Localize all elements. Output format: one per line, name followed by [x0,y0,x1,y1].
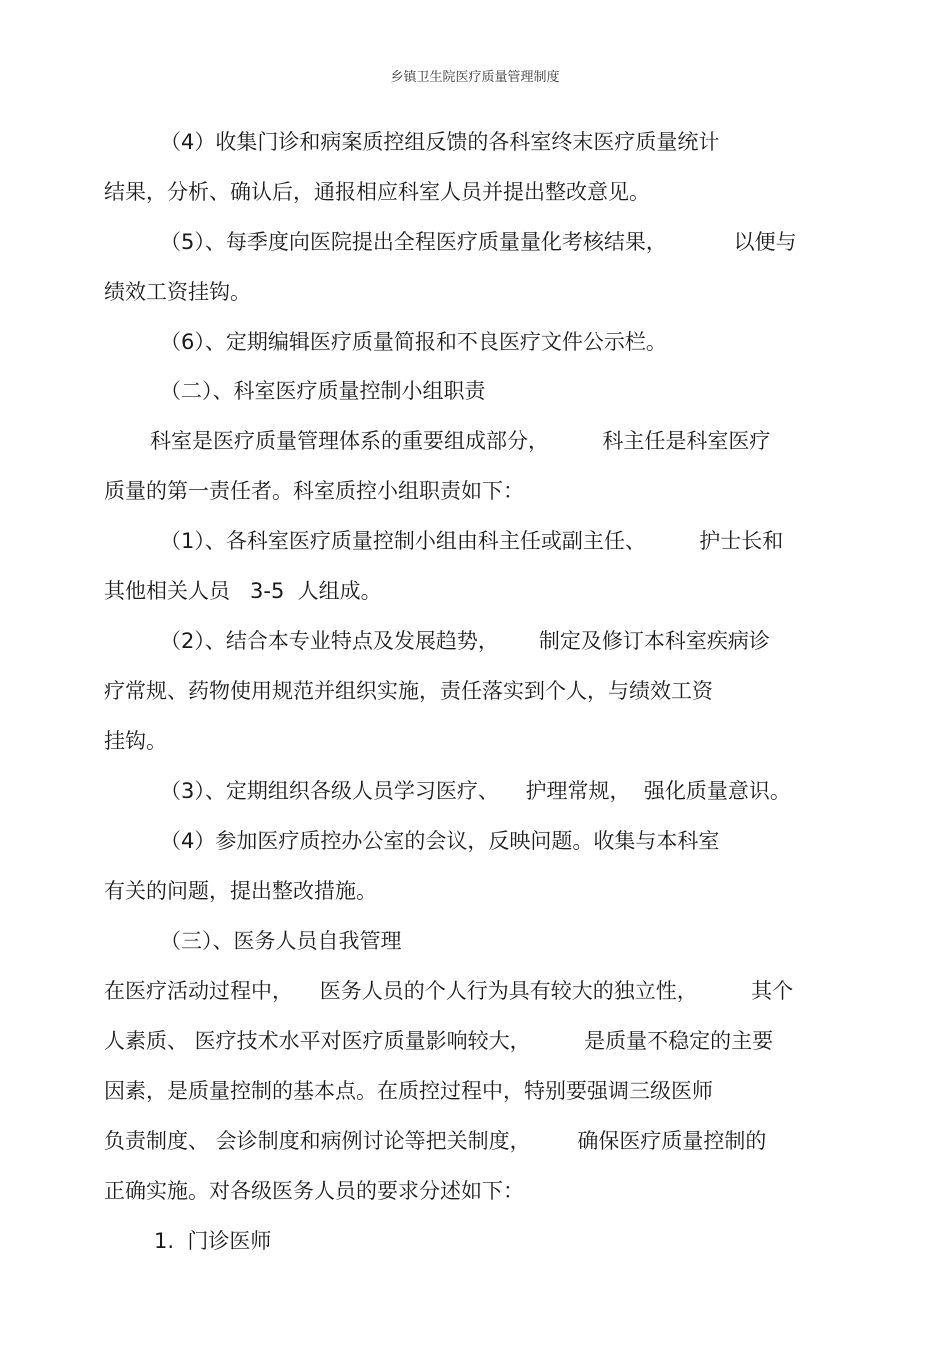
paragraph-line: （3）、定期组织各级人员学习医疗、 护理常规， 强化质量意识。 [160,779,791,803]
paragraph-line: 挂钩。 [104,729,167,753]
paragraph-line: （1）、各科室医疗质量控制小组由科主任或副主任、 护士长和 [160,529,784,553]
page-header-title: 乡镇卫生院医疗质量管理制度 [390,70,560,85]
section-heading: （二）、科室医疗质量控制小组职责 [160,379,486,403]
paragraph-line: 因素，是质量控制的基本点。在质控过程中，特别要强调三级医师 [104,1079,713,1103]
paragraph-line: （2）、结合本专业特点及发展趋势， 制定及修订本科室疾病诊 [160,629,770,653]
paragraph-line: 疗常规、药物使用规范并组织实施，责任落实到个人，与绩效工资 [104,679,713,703]
paragraph-line: 质量的第一责任者。科室质控小组职责如下： [104,479,524,503]
paragraph-line: 在医疗活动过程中， 医务人员的个人行为具有较大的独立性， 其个 [104,979,794,1003]
paragraph-line: 其他相关人员 3-5 人组成。 [104,579,382,603]
paragraph-line: 正确实施。对各级医务人员的要求分述如下： [104,1179,524,1203]
paragraph-line: 人素质、 医疗技术水平对医疗质量影响较大， 是质量不稳定的主要 [104,1029,774,1053]
section-heading: （三）、医务人员自我管理 [160,929,402,953]
paragraph-line: （5）、每季度向医院提出全程医疗质量量化考核结果， 以便与 [160,230,797,254]
paragraph-line: 负责制度、 会诊制度和病例讨论等把关制度， 确保医疗质量控制的 [104,1129,767,1153]
paragraph-line: 科室是医疗质量管理体系的重要组成部分， 科主任是科室医疗 [150,429,771,453]
paragraph-line: （4）参加医疗质控办公室的会议，反映问题。收集与本科室 [160,829,720,853]
paragraph-line: （4）收集门诊和病案质控组反馈的各科室终末医疗质量统计 [160,130,720,154]
paragraph-line: 绩效工资挂钩。 [104,280,251,304]
paragraph-line: 结果，分析、确认后，通报相应科室人员并提出整改意见。 [104,180,650,204]
list-item-heading: 1. 门诊医师 [154,1229,272,1253]
paragraph-line: 有关的问题，提出整改措施。 [104,879,377,903]
paragraph-line: （6）、定期编辑医疗质量简报和不良医疗文件公示栏。 [160,330,667,354]
